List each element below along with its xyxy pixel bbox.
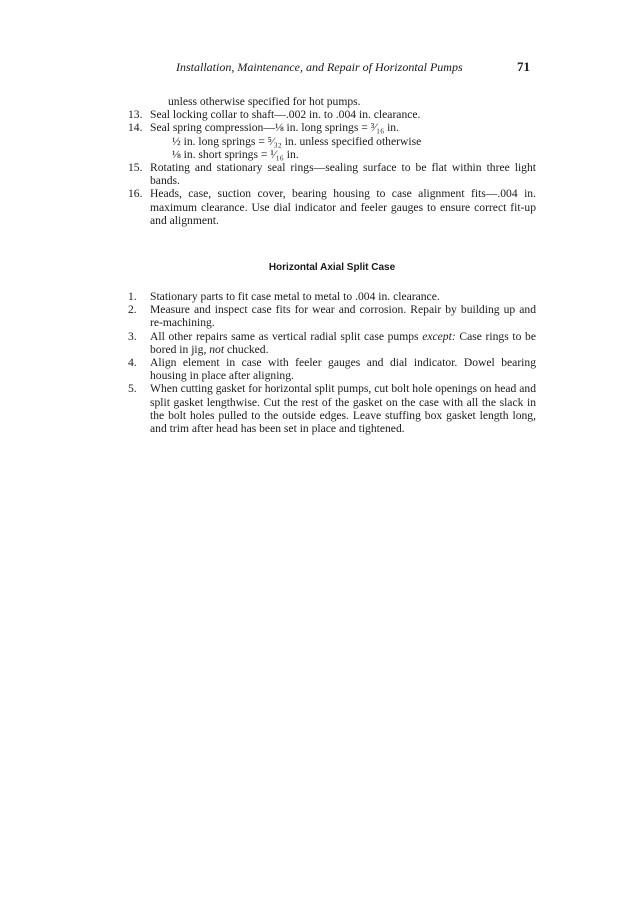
item-number: 2. xyxy=(128,303,137,317)
list-item-2 xyxy=(128,303,536,329)
item-text-emphasis: not xyxy=(209,342,225,356)
item-text: Align element in case with feeler gauges and dial indicator. Dowel bearing housing in place after aligning. xyxy=(150,356,536,383)
item-number: 15. xyxy=(128,161,143,175)
item-text-subline: ⅛ in. short springs = ¹⁄₁₆ in. xyxy=(172,147,299,161)
item-text: Seal locking collar to shaft—.002 in. to .004 in. clearance. xyxy=(150,108,421,122)
list-item-1 xyxy=(128,290,536,303)
item-number: 1. xyxy=(128,290,137,303)
item-number: 5. xyxy=(128,382,137,396)
item-text-part: chucked. xyxy=(224,342,269,356)
item-number: 3. xyxy=(128,329,137,343)
item-text-emphasis: except: xyxy=(422,329,456,343)
item-text-part: All other repairs same as vertical radial split case pumps xyxy=(150,329,423,343)
item-text: Measure and inspect case fits for wear and corrosion. Repair by building up and re-machining. xyxy=(150,303,536,330)
item-text-part: Case rings to be bored in jig, xyxy=(150,329,536,356)
item-number: 4. xyxy=(128,356,137,370)
list-item-16 xyxy=(128,187,536,227)
page-number: 71 xyxy=(517,59,530,74)
list-item-13 xyxy=(128,108,536,121)
item-text: Heads, case, suction cover, bearing housing to case alignment fits—.004 in. maximum clearance. Use dial indicator and feeler gauges to ensure correct fit-up and alignment. xyxy=(150,187,536,227)
item-number: 16. xyxy=(128,187,143,201)
item-text: When cutting gasket for horizontal split pumps, cut bolt hole openings on head and split gasket lengthwise. Cut the rest of the gasket on the case with all the slack in the bolt holes pulled to the outside edges. Leave stuffing box gasket length long, and trim after head has been set in place and tightened. xyxy=(150,382,536,436)
item-text: Rotating and stationary seal rings—sealing surface to be flat within three light bands. xyxy=(150,161,536,188)
requirements-list-continued xyxy=(128,95,536,227)
list-item-4 xyxy=(128,356,536,382)
list-item-15 xyxy=(128,161,536,187)
running-head xyxy=(176,60,532,78)
item-number: 14. xyxy=(128,121,143,135)
section-heading: Horizontal Axial Split Case xyxy=(268,262,396,273)
continuation-line: unless otherwise specified for hot pumps. xyxy=(168,95,361,108)
list-item-14 xyxy=(128,121,536,161)
item-number: 13. xyxy=(128,108,143,122)
item-text: Stationary parts to fit case metal to metal to .004 in. clearance. xyxy=(150,290,440,303)
item-text-subline: ½ in. long springs = ⁵⁄₃₂ in. unless specified otherwise xyxy=(172,134,422,148)
list-item-3 xyxy=(128,330,536,356)
running-title: Installation, Maintenance, and Repair of Horizontal Pumps xyxy=(176,60,463,74)
list-item-5 xyxy=(128,382,536,435)
item-text-line: Seal spring compression—⅛ in. long springs = ³⁄₁₆ in. xyxy=(150,121,399,135)
axial-split-case-list xyxy=(128,290,536,435)
